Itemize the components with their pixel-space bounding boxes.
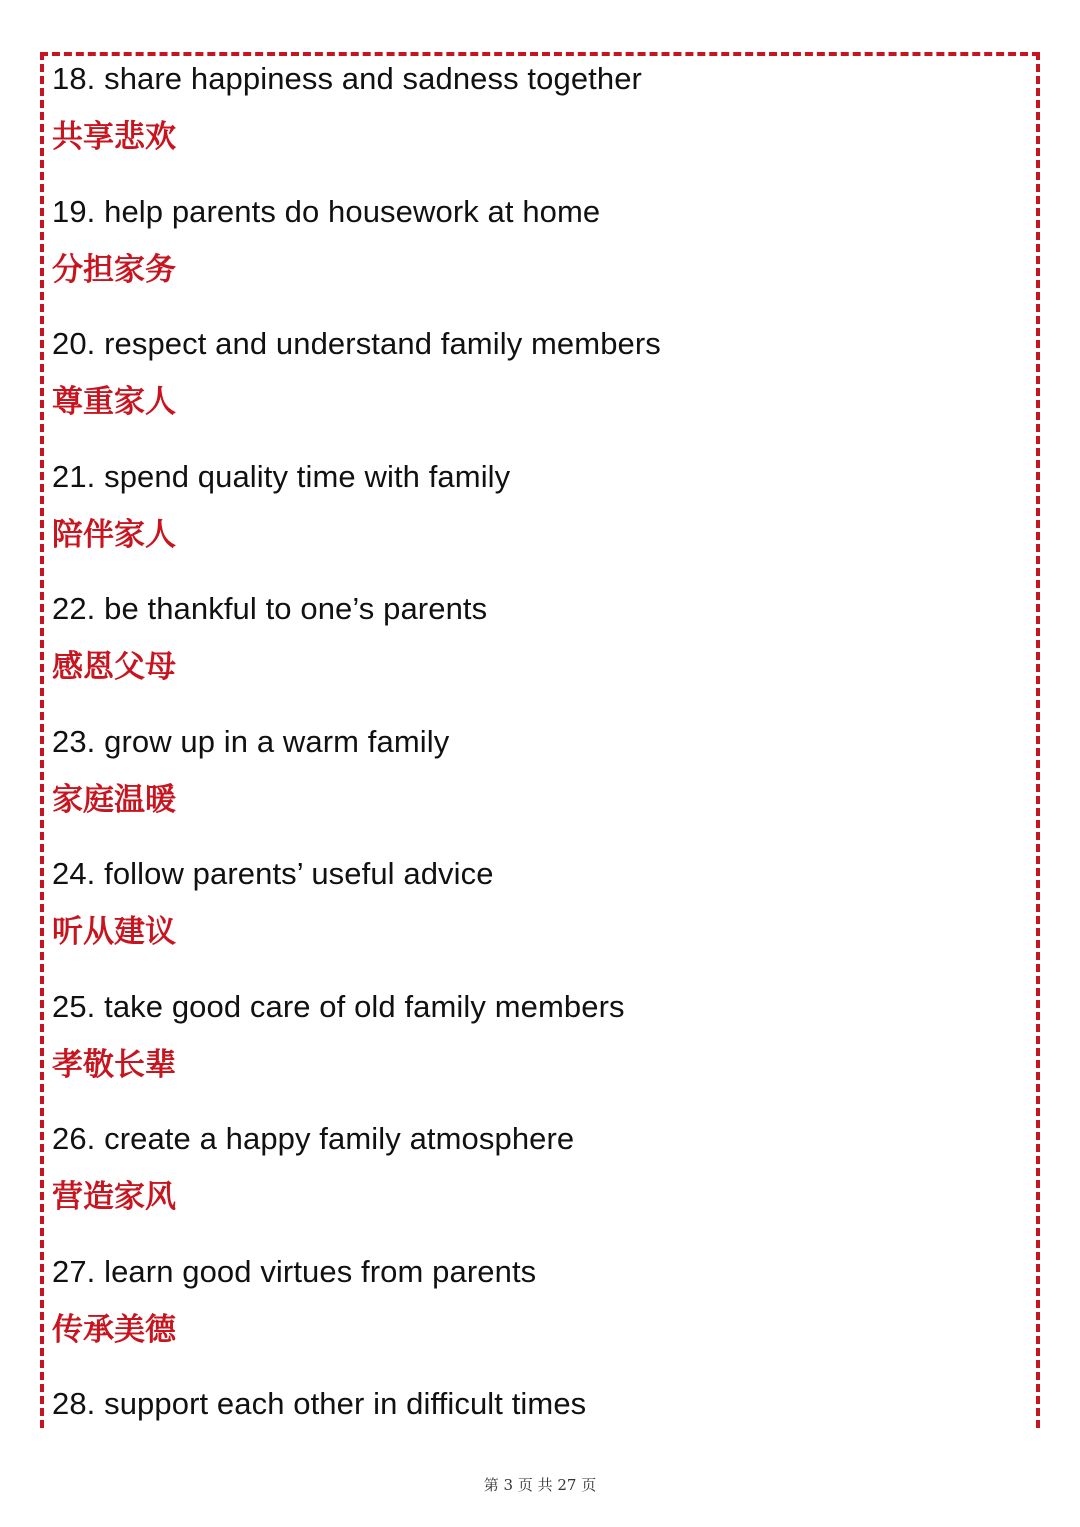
- list-item: [52, 987, 1012, 1120]
- list-item: [52, 589, 1012, 722]
- english-phrase: 18. share happiness and sadness together: [52, 61, 642, 96]
- list-item: [52, 192, 1012, 325]
- list-item: [52, 1119, 1012, 1252]
- chinese-translation: 家庭温暖: [52, 781, 176, 818]
- chinese-translation: 听从建议: [52, 914, 176, 950]
- chinese-translation: 陪伴家人: [52, 516, 176, 553]
- english-phrase: 27. learn good virtues from parents: [52, 1253, 537, 1289]
- list-item: [52, 1252, 1012, 1385]
- list-item: [52, 854, 1012, 987]
- chinese-translation: 传承美德: [52, 1311, 176, 1348]
- chinese-translation: 共享悲欢: [52, 119, 176, 155]
- english-phrase: 28. support each other in difficult times: [52, 1386, 587, 1421]
- chinese-translation: 分担家务: [52, 251, 176, 288]
- chinese-translation: 感恩父母: [52, 649, 176, 685]
- list-item: [52, 59, 1012, 192]
- english-phrase: 25. take good care of old family members: [52, 988, 625, 1024]
- english-phrase: 24. follow parents’ useful advice: [52, 856, 494, 891]
- phrase-list: [52, 59, 1012, 1517]
- list-item: [52, 457, 1012, 590]
- chinese-translation: 尊重家人: [52, 384, 176, 420]
- english-phrase: 20. respect and understand family members: [52, 326, 661, 361]
- english-phrase: 26. create a happy family atmosphere: [52, 1121, 575, 1156]
- list-item: [52, 324, 1012, 457]
- english-phrase: 19. help parents do housework at home: [52, 193, 601, 229]
- chinese-translation: 孝敬长辈: [52, 1046, 176, 1083]
- english-phrase: 22. be thankful to one’s parents: [52, 591, 488, 626]
- english-phrase: 23. grow up in a warm family: [52, 723, 450, 759]
- list-item: [52, 722, 1012, 855]
- chinese-translation: 营造家风: [52, 1179, 176, 1215]
- list-item: [52, 1384, 1012, 1517]
- english-phrase: 21. spend quality time with family: [52, 458, 511, 494]
- page-number: 第 3 页 共 27 页: [483, 1476, 597, 1494]
